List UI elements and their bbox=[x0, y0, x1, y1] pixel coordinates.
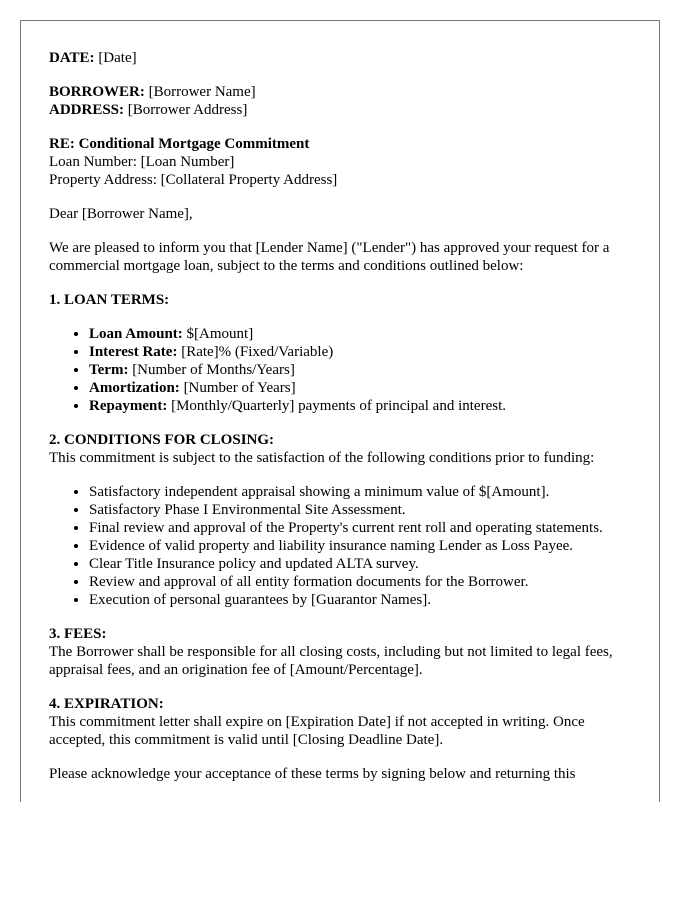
re-title: RE: Conditional Mortgage Commitment bbox=[49, 136, 310, 152]
intro-paragraph: We are pleased to inform you that [Lender Name] ("Lender") has approved your request for a commercial mortgage loan, subject to the terms and conditions outlined below: bbox=[49, 240, 610, 274]
list-item bbox=[89, 343, 631, 361]
address-line bbox=[49, 101, 631, 119]
borrower-block bbox=[49, 83, 631, 119]
list-item bbox=[89, 361, 631, 379]
conditions-list bbox=[49, 483, 631, 609]
term-label: Interest Rate: bbox=[89, 344, 178, 360]
address-label: ADDRESS: bbox=[49, 102, 125, 118]
term-label: Amortization: bbox=[89, 380, 180, 396]
list-item: • Clear Title Insurance policy and updated ALTA survey. bbox=[89, 555, 631, 573]
list-item: • Review and approval of all entity formation documents for the Borrower. bbox=[89, 573, 631, 591]
list-item bbox=[89, 379, 631, 397]
term-label: Repayment: bbox=[89, 398, 168, 414]
loan-terms-list bbox=[49, 325, 631, 415]
term-value: [Number of Months/Years] bbox=[128, 362, 295, 378]
expiration-heading: 4. EXPIRATION: bbox=[49, 696, 164, 712]
spacer bbox=[49, 309, 631, 325]
conditions-intro: This commitment is subject to the satisfaction of the following conditions prior to funding: bbox=[49, 450, 595, 466]
term-value: [Monthly/Quarterly] payments of principal and interest. bbox=[167, 398, 506, 414]
salutation: Dear [Borrower Name], bbox=[49, 206, 193, 222]
term-value: $[Amount] bbox=[182, 326, 254, 342]
term-label: Loan Amount: bbox=[89, 326, 183, 342]
borrower-value: [Borrower Name] bbox=[148, 84, 256, 100]
conditions-heading: 2. CONDITIONS FOR CLOSING: bbox=[49, 432, 275, 448]
letter-content bbox=[21, 21, 659, 783]
re-block bbox=[49, 135, 631, 189]
term-value: [Rate]% (Fixed/Variable) bbox=[177, 344, 334, 360]
list-item bbox=[89, 325, 631, 343]
list-item: • Satisfactory independent appraisal showing a minimum value of $[Amount]. bbox=[89, 483, 631, 501]
date-block bbox=[49, 49, 631, 67]
list-item: • Execution of personal guarantees by [Guarantor Names]. bbox=[89, 591, 631, 609]
list-item: • Satisfactory Phase I Environmental Site Assessment. bbox=[89, 501, 631, 519]
letter-page bbox=[20, 20, 660, 802]
date-value: [Date] bbox=[98, 50, 137, 66]
list-item: • Evidence of valid property and liability insurance naming Lender as Loss Payee. bbox=[89, 537, 631, 555]
loan-number: Loan Number: [Loan Number] bbox=[49, 154, 235, 170]
fees-text: The Borrower shall be responsible for all closing costs, including but not limited to legal fees, appraisal fees, and an origination fee of [Amount/Percentage]. bbox=[49, 644, 613, 678]
closing-paragraph: Please acknowledge your acceptance of these terms by signing below and returning this bbox=[49, 766, 576, 782]
expiration-text: This commitment letter shall expire on [Expiration Date] if not accepted in writing. Once accepted, this commitment is valid until [Closing Deadline Date]. bbox=[49, 714, 585, 748]
term-label: Term: bbox=[89, 362, 129, 378]
borrower-label: BORROWER: bbox=[49, 84, 145, 100]
term-value: [Number of Years] bbox=[179, 380, 296, 396]
address-value: [Borrower Address] bbox=[127, 102, 248, 118]
list-item: • Final review and approval of the Property's current rent roll and operating statements. bbox=[89, 519, 631, 537]
loan-terms-heading: 1. LOAN TERMS: bbox=[49, 292, 170, 308]
property-address: Property Address: [Collateral Property Address] bbox=[49, 172, 338, 188]
list-item bbox=[89, 397, 631, 415]
date-label: DATE: bbox=[49, 50, 95, 66]
fees-heading: 3. FEES: bbox=[49, 626, 107, 642]
date-line bbox=[49, 49, 631, 67]
borrower-line bbox=[49, 83, 631, 101]
